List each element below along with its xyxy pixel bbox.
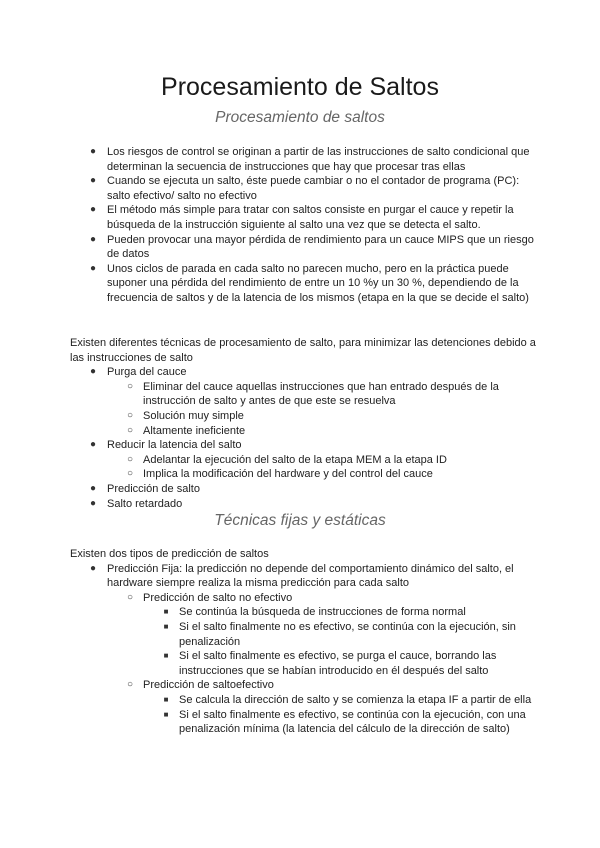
techniques-block (70, 336, 540, 511)
list-item: ○ Altamente ineficiente (70, 424, 540, 439)
list-item: ■ Si el salto finalmente es efectivo, se continúa con la ejecución, con una penalización mínima (la latencia del cálculo de la dirección de salto) (70, 708, 540, 737)
list-item: ● Unos ciclos de parada en cada salto no parecen mucho, pero en la práctica puede suponer una pérdida del rendimiento de entre un 10 %y un 30 %, dependiendo de la frecuencia de saltos y de la latencia de los mismos (etapa en la que se decide el salto) (70, 262, 540, 306)
prediction-intro: Existen dos tipos de predicción de saltos (70, 548, 269, 560)
bullet-icon: ● (89, 562, 97, 574)
list-item: ■ Se continúa la búsqueda de instrucciones de forma normal (70, 605, 540, 620)
list-item: ● Reducir la latencia del salto (70, 438, 540, 453)
prediction-block (70, 547, 540, 737)
square-bullet-icon: ■ (163, 694, 169, 704)
circle-bullet-icon: ○ (126, 591, 134, 603)
circle-bullet-icon: ○ (126, 409, 134, 421)
bullet-icon: ● (89, 482, 97, 494)
list-item: ● Predicción de salto (70, 482, 540, 497)
square-bullet-icon: ■ (163, 709, 169, 719)
circle-bullet-icon: ○ (126, 380, 134, 392)
circle-bullet-icon: ○ (126, 453, 134, 465)
list-item: ○ Adelantar la ejecución del salto de la etapa MEM a la etapa ID (70, 453, 540, 468)
list-item: ■ Si el salto finalmente no es efectivo, se continúa con la ejecución, sin penalización (70, 620, 540, 649)
list-item: ○ Predicción de saltoefectivo (70, 678, 540, 693)
square-bullet-icon: ■ (163, 651, 169, 661)
list-item: ○ Eliminar del cauce aquellas instrucciones que han entrado después de la instrucción de salto y antes de que este se resuelva (70, 380, 540, 409)
list-item: ○ Solución muy simple (70, 409, 540, 424)
circle-bullet-icon: ○ (126, 679, 134, 691)
list-item: ○ Predicción de salto no efectivo (70, 591, 540, 606)
list-item: ● Purga del cauce (70, 365, 540, 380)
bullet-icon: ● (89, 366, 97, 378)
techniques-intro: Existen diferentes técnicas de procesamiento de salto, para minimizar las detenciones debido a las instrucciones de salto (70, 337, 536, 364)
bullet-icon: ● (89, 262, 97, 274)
list-item: ■ Si el salto finalmente es efectivo, se purga el cauce, borrando las instrucciones que se habían introducido en él después del salto (70, 649, 540, 678)
bullet-icon: ● (89, 146, 97, 157)
bullet-icon: ● (89, 233, 97, 245)
list-item: ● Predicción Fija: la predicción no depende del comportamiento dinámico del salto, el hardware siempre realiza la misma predicción para cada salto (70, 562, 540, 591)
bullet-icon: ● (89, 439, 97, 451)
list-item: ● Pueden provocar una mayor pérdida de rendimiento para un cauce MIPS que un riesgo de datos (70, 233, 540, 262)
square-bullet-icon: ■ (163, 621, 169, 631)
list-item: ● El método más simple para tratar con saltos consiste en purgar el cauce y repetir la búsqueda de la instrucción siguiente al salto una vez que se detecta el salto. (70, 203, 540, 232)
square-bullet-icon: ■ (163, 607, 169, 617)
page-title: Procesamiento de Saltos (161, 73, 439, 101)
circle-bullet-icon: ○ (126, 424, 134, 436)
list-item: ● Salto retardado (70, 497, 540, 512)
circle-bullet-icon: ○ (126, 468, 134, 480)
list-item: ● Cuando se ejecuta un salto, éste puede cambiar o no el contador de programa (PC): salto efectivo/ salto no efectivo (70, 174, 540, 203)
bullet-icon: ● (89, 175, 97, 187)
list-item: ○ Implica la modificación del hardware y del control del cauce (70, 467, 540, 482)
list-item: ● Los riesgos de control se originan a partir de las instrucciones de salto condicional que determinan la secuencia de instrucciones que hay que procesar tras ellas (70, 145, 540, 174)
section-subtitle: Procesamiento de saltos (215, 109, 385, 126)
list-item: ■ Se calcula la dirección de salto y se comienza la etapa IF a partir de ella (70, 693, 540, 708)
intro-bullet-list (70, 145, 540, 306)
bullet-icon: ● (89, 497, 97, 509)
section-heading: Técnicas fijas y estáticas (214, 512, 386, 529)
bullet-icon: ● (89, 204, 97, 216)
